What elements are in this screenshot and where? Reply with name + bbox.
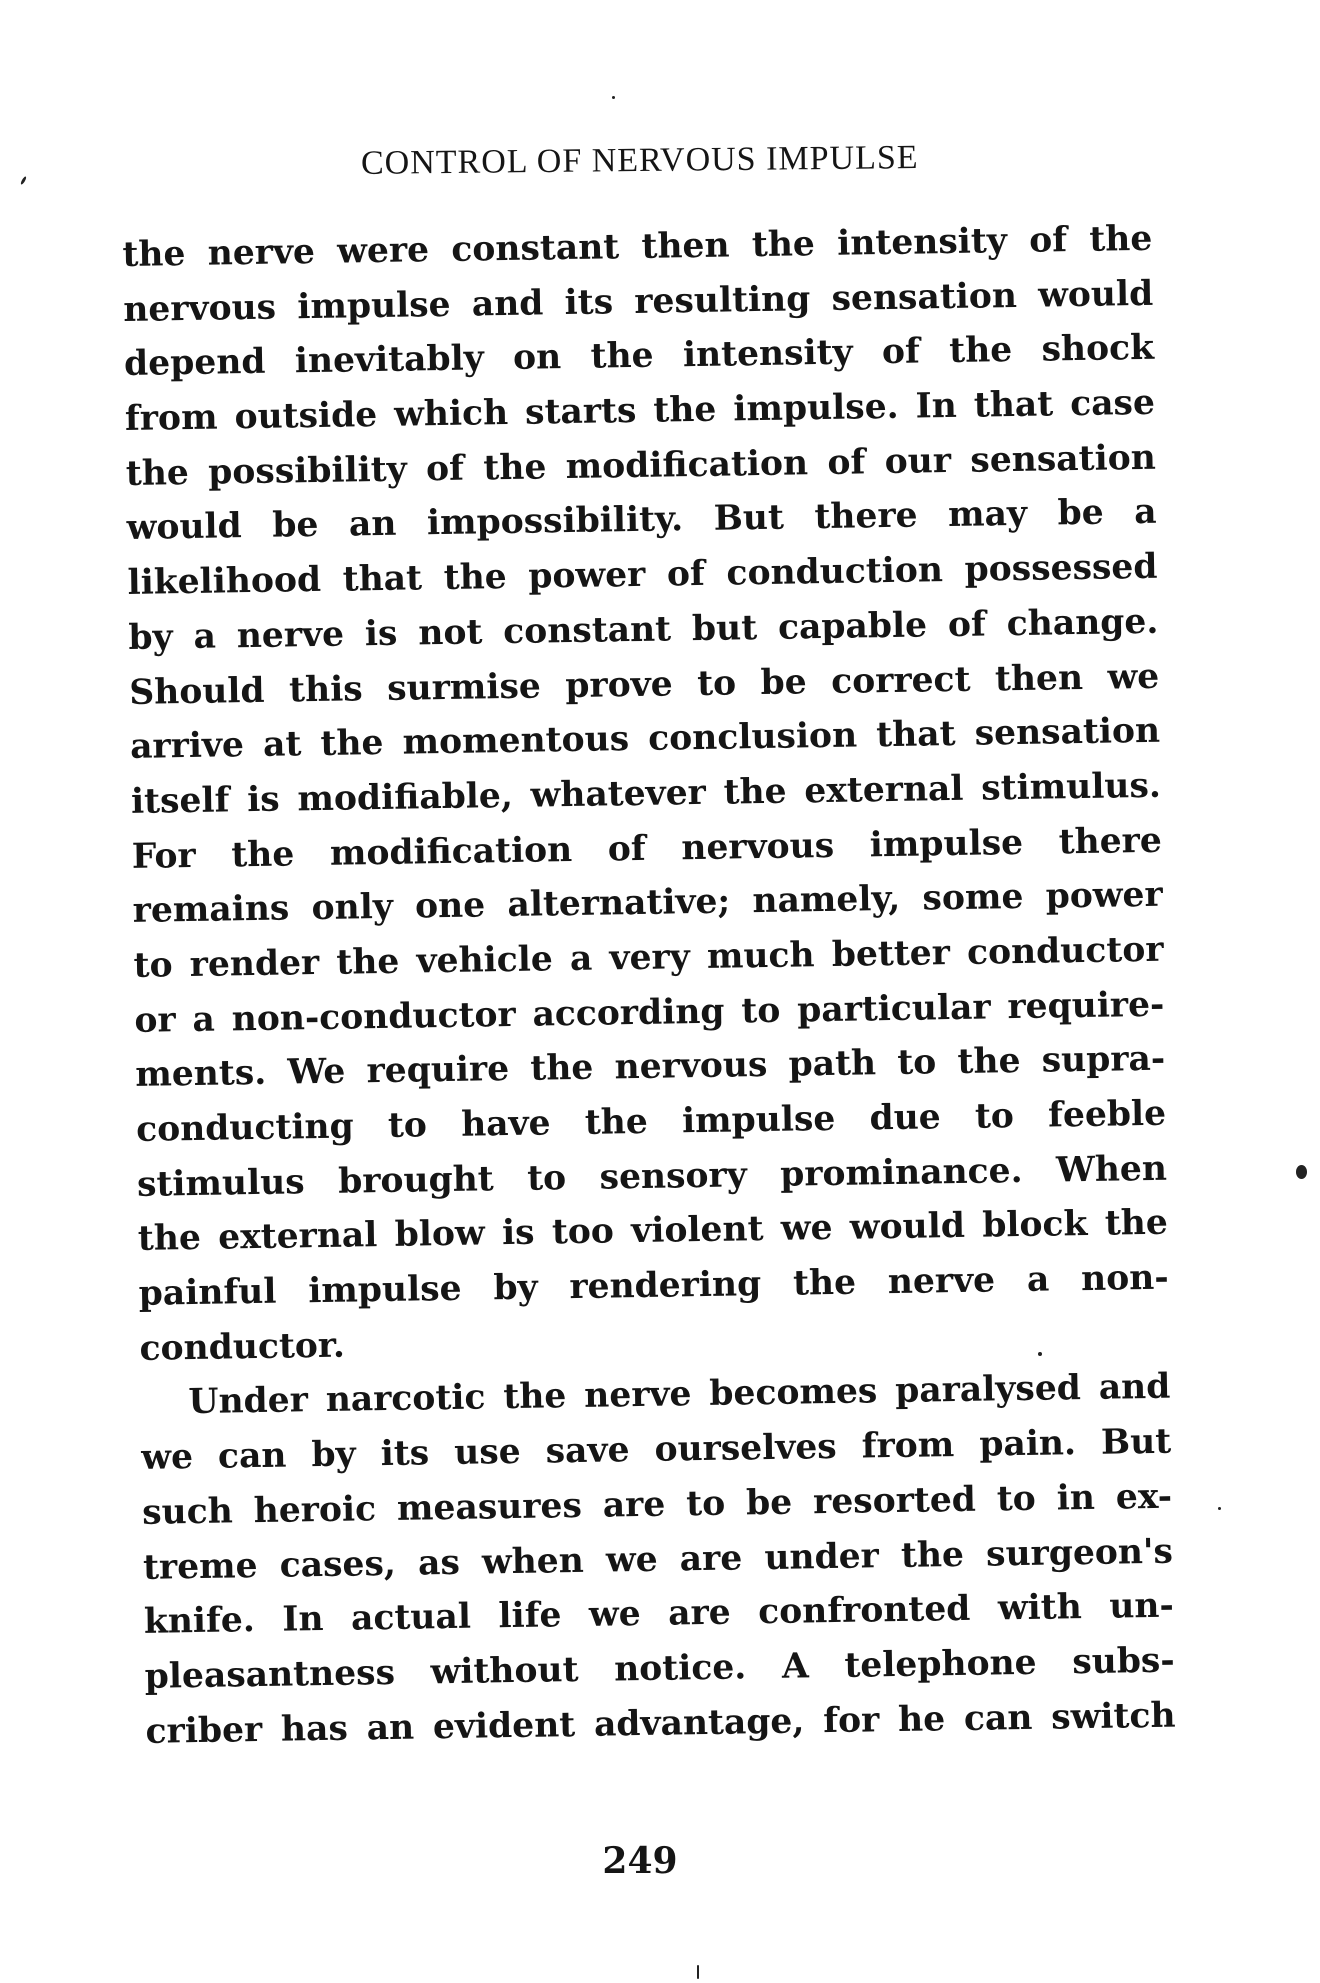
text-line: likelihood that the power of conduction possessed [127, 546, 1158, 604]
text-line: depend inevitably on the intensity of the shock [123, 328, 1155, 385]
text-line: by a nerve is not constant but capable of change. [128, 601, 1159, 658]
text-line: itself is modifiable, whatever the external stimulus. [130, 765, 1162, 822]
text-line: criber has an evident advantage, for he can switch [145, 1695, 1176, 1752]
text-line: to render the vehicle a very much better conductor [133, 929, 1164, 986]
text-line: remains only one alternative; namely, some power [132, 874, 1163, 932]
running-head-text: CONTROL OF NERVOUS IMPULSE [361, 139, 919, 182]
text-line: would be an impossibility. But there may be a [126, 492, 1157, 549]
running-head [0, 139, 1320, 182]
scan-speck [1038, 1352, 1042, 1356]
page-number [0, 1840, 1320, 1882]
text-line: the external blow is too violent we would block the [137, 1203, 1169, 1260]
text-line: from outside which starts the impulse. In that case [124, 382, 1156, 440]
text-line: or a non-conductor according to particular require- [134, 984, 1165, 1041]
text-line: knife. In actual life we are confronted with un- [143, 1585, 1175, 1643]
body-text [122, 212, 1176, 1759]
scan-speck [697, 1965, 699, 1979]
text-line: treme cases, as when we are under the surgeon's [142, 1531, 1174, 1588]
text-line: Should this surmise prove to be correct then we [128, 656, 1160, 713]
page-number-text: 249 [602, 1840, 678, 1882]
text-line: conductor. [139, 1325, 346, 1369]
text-line: the possibility of the modification of our sensation [125, 437, 1157, 494]
scan-speck [1218, 1507, 1221, 1510]
scan-speck [612, 96, 615, 99]
text-line: the nerve were constant then the intensity of the [122, 218, 1153, 275]
text-line: nervous impulse and its resulting sensation would [122, 273, 1154, 330]
scan-speck [1296, 1165, 1307, 1179]
text-line: conducting to have the impulse due to feeble [135, 1093, 1167, 1150]
text-line: Under narcotic the nerve becomes paralysed and [188, 1367, 1171, 1423]
text-line: arrive at the momentous conclusion that sensation [129, 710, 1161, 768]
text-line: such heroic measures are to be resorted to in ex- [141, 1476, 1173, 1533]
text-line: painful impulse by rendering the nerve a non- [138, 1257, 1169, 1314]
text-line: For the modification of nervous impulse there [131, 820, 1163, 877]
text-line: we can by its use save ourselves from pain. But [141, 1421, 1172, 1478]
text-line: pleasantness without notice. A telephone subs- [144, 1640, 1175, 1697]
text-line: stimulus brought to sensory prominance. When [136, 1148, 1168, 1205]
text-line: ments. We require the nervous path to the supra- [134, 1039, 1166, 1096]
